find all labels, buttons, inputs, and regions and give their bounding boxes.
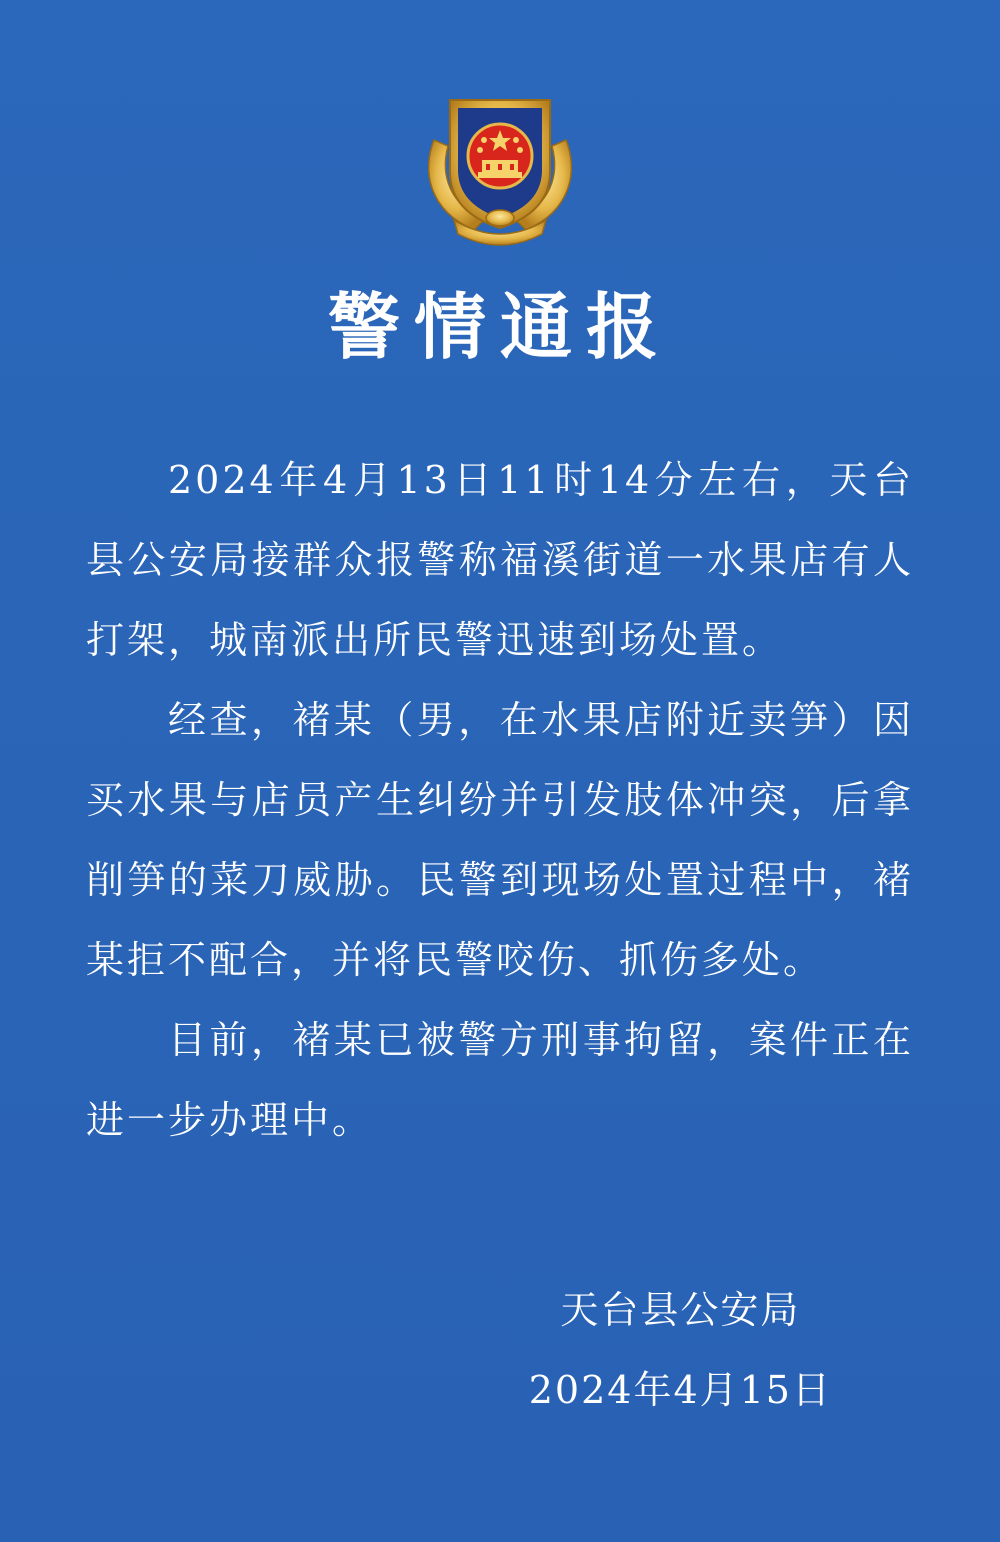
signature-organization: 天台县公安局 [560, 1288, 801, 1332]
signature-block [529, 1270, 832, 1430]
paragraph-investigation: 经查，褚某（男，在水果店附近卖笋）因买水果与店员产生纠纷并引发肢体冲突，后拿削笋的菜刀威胁。民警到现场处置过程中，褚某拒不配合，并将民警咬伤、抓伤多处。 [86, 698, 914, 982]
notice-title: 警情通报 [327, 285, 672, 369]
police-emblem-icon [414, 80, 586, 250]
paragraph-incident: 2024年4月13日11时14分左右，天台县公安局接群众报警称福溪街道一水果店有人打架，城南派出所民警迅速到场处置。 [86, 458, 914, 662]
notice-body [86, 440, 914, 1160]
signature-date: 2024年4月15日 [528, 1368, 832, 1412]
paragraph-status: 目前，褚某已被警方刑事拘留，案件正在进一步办理中。 [86, 1018, 914, 1142]
